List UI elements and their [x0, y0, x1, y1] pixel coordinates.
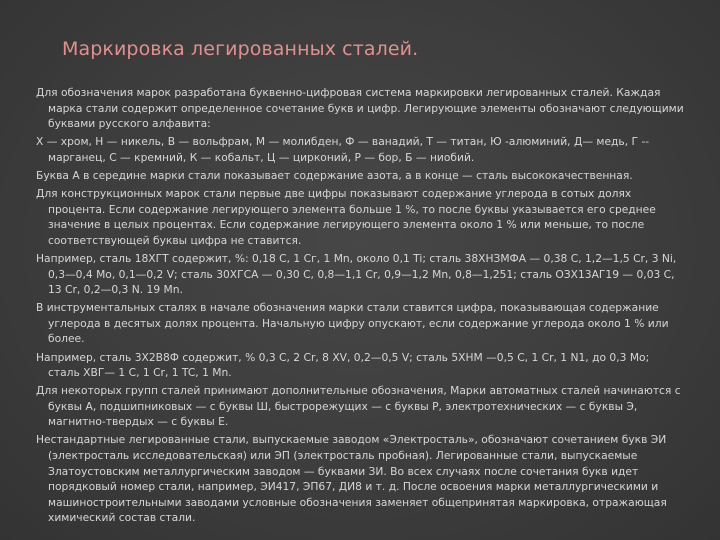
paragraph-intro: Для обозначения марок разработана буквенно-цифровая система маркировки легированных сталей. Каждая марка стали содержит определенное сочетание букв и цифр. Легирующие элементы обозначают следующими буквами русского алфавита:: [36, 86, 684, 131]
paragraph-nonstandard: Нестандартные легированные стали, выпускаемые заводом «Электросталь», обозначают сочетанием букв ЭИ (электросталь исследовательская) или ЭП (электросталь пробная). Легированные стали, выпускаемые Златоустовским металлургическим заводом — буквами ЗИ. Во всех случаях после сочетания букв идет порядковый номер стали, например, ЭИ417, ЭП67, ДИ8 и т. д. После освоения марки металлургическими и машиностроительными заводами условные обозначения заменяет общепринятая маркировка, отражающая химический состав стали.: [36, 433, 667, 525]
paragraph-tool-steels: В инструментальных сталях в начале обозначения марки стали ставится цифра, показывающая содержание углерода в десятых долях процента. Начальную цифру опускают, если содержание углерода около 1 % или более.: [36, 301, 669, 346]
paragraph-special-groups: Для некоторых групп сталей принимают дополнительные обозначения, Марки автоматных сталей начинаются с буквы А, подшипниковых — с буквы Ш, быстрорежущих — с буквы Р, электротехнических — с буквы Э, магнитно-твердых — с буквы Е.: [36, 384, 681, 429]
paragraph-letter-a: Буква А в середине марки стали показывает содержание азота, а в конце — сталь высококачественная.: [36, 168, 633, 182]
paragraph-structural-steels: Для конструкционных марок стали первые две цифры показывают содержание углерода в сотых долях процента. Если содержание легирующего элемента больше 1 %, то после буквы указывается его среднее значение в целых процентах. Если содержание легирующего элемента около 1 % или меньше, то после соответствующей буквы цифра не ставится.: [36, 187, 656, 247]
paragraph-tool-examples: Например, сталь 3Х2В8Ф содержит, % 0,3 С, 2 Cr, 8 XV, 0,2—0,5 V; сталь 5ХНМ —0,5 С, 1 Cr, 1 N1, до 0,3 Mo; сталь ХВГ— 1 С, 1 Cr, 1 TC, 1 Mn.: [36, 350, 650, 380]
paragraph-structural-examples: Например, сталь 18ХГТ содержит, %: 0,18 С, 1 Сг, 1 Мn, около 0,1 Ti; сталь 38ХНЗМФА — 0,38 С, 1,2—1,5 Cr, 3 Ni, 0,3—0,4 Mo, 0,1—0,2 V; сталь 30ХГСА — 0,30 С, 0,8—1,1 Cr, 0,9—1,2 Мn, 0,8—1,251; сталь ОЗХ13АГ19 — 0,03 С, 13 Cr, 0,2—0,3 N. 19 Mn.: [36, 251, 677, 297]
paragraph-element-letters: Х — хром, Н — никель, В — вольфрам, М — молибден, Ф — ванадий, Т — титан, Ю -алюминий, Д— медь, Г -- марганец, С — кремний, К — кобальт, Ц — цирконий, Р — бор, Б — ниобий.: [36, 135, 650, 164]
slide-content: [36, 85, 684, 529]
slide-title: Маркировка легированных сталей.: [62, 38, 419, 60]
